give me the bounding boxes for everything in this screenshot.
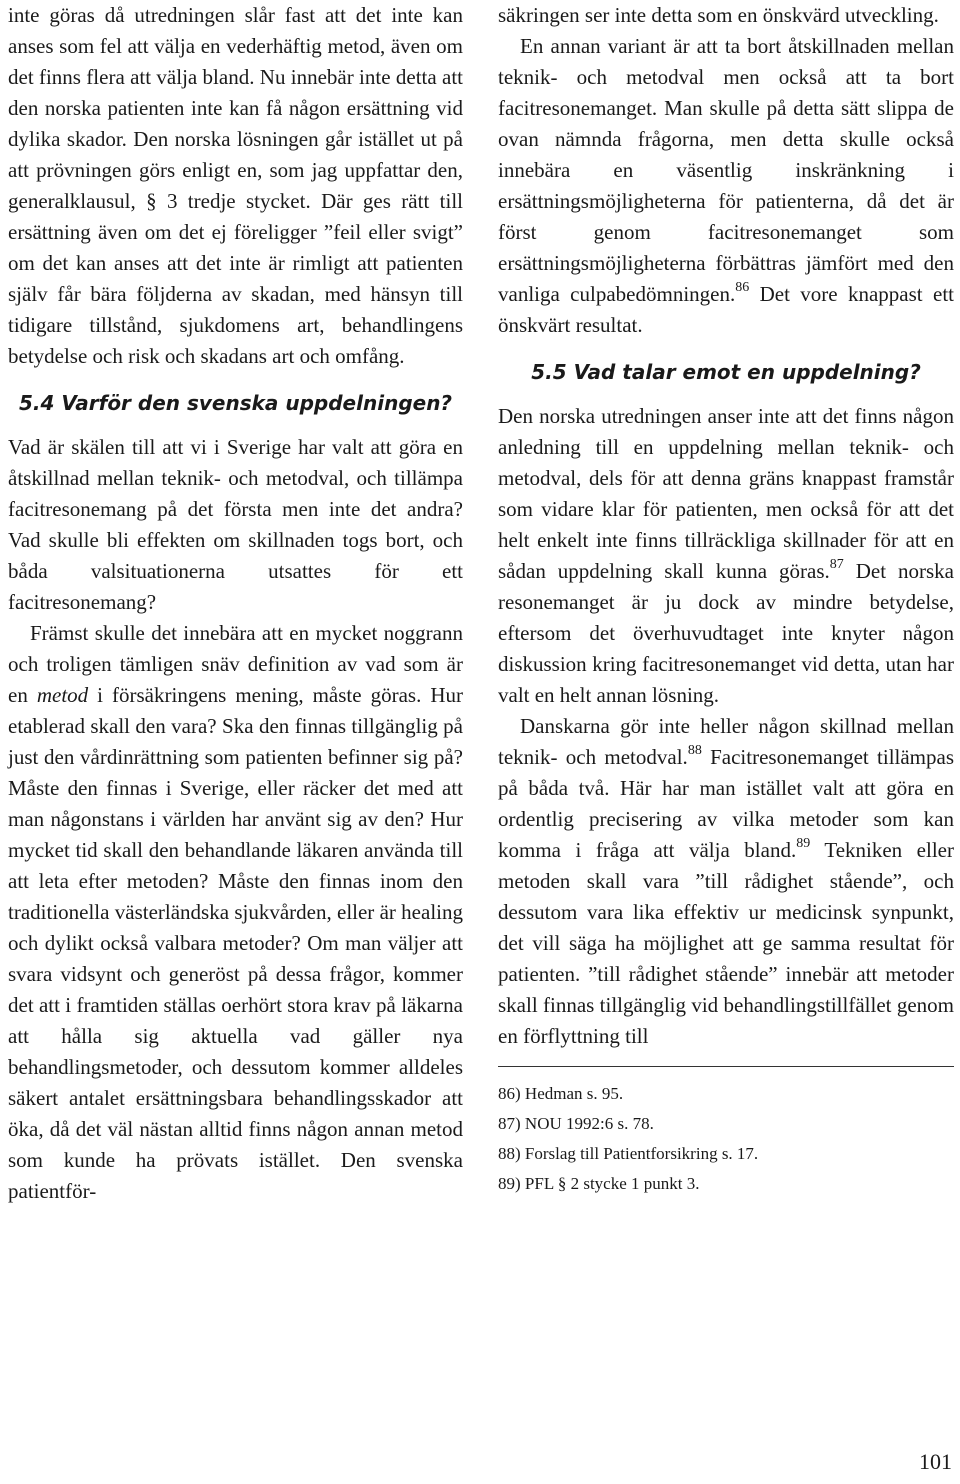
paragraph-text: Den norska utredningen anser inte att det finns någon anledning till en uppdelning mellan teknik- och metodval, dels för att denna gräns knappast framstår som vidare klar för patienten, men också för att det helt enkelt inte finns tillräckliga skillnader för att en sådan uppdelning skall kunna göras. — [498, 404, 954, 583]
paragraph-text: Det vore knappast ett önskvärt resultat. — [498, 282, 954, 337]
footnote-ref[interactable]: 87 — [829, 557, 844, 572]
paragraph — [498, 31, 954, 341]
paragraph-text: i försäkringens mening, måste göras. Hur etablerad skall den vara? Ska den finnas tillgänglig på just den vårdinrättning som patienten befinner sig på? Måste den finnas i Sverige, eller räcker det med att man någonstans i världen har använt sig av den? Hur mycket tid skall den behandlande läkaren använda till att leta efter metoden? Måste den finnas inom den traditionella västerländska sjukvården, eller är healing och dylikt också valbara metoder? Om man väljer att svara vidsynt och generöst på dessa frågor, kommer det att i framtiden ställas oerhört stora krav på läkarna att hålla sig aktuella vad gäller nya behandlingsmetoder, och dessutom kommer alldeles säkert antalet ersättningsbara behandlingsskador att öka, då det väl nästan alltid finns någon annan metod som kunde ha prövats istället. Den svenska patientför- — [8, 683, 463, 1203]
paragraph — [8, 618, 463, 1207]
footnote: 89) PFL § 2 stycke 1 punkt 3. — [498, 1174, 700, 1193]
paragraph — [8, 432, 463, 618]
paragraph-text: Danskarna gör inte heller någon skillnad mellan teknik- och metodval. — [498, 714, 954, 769]
paragraph — [8, 0, 463, 372]
paragraph-text: Facitresonemanget tillämpas på båda två. Här har man istället valt att göra en ordentlig precisering av vilka metoder som kan komma i fråga att välja bland. — [498, 745, 955, 862]
footnote-divider — [498, 1066, 954, 1067]
footnote: 87) NOU 1992:6 s. 78. — [498, 1114, 654, 1133]
footnote: 88) Forslag till Patientforsikring s. 17. — [498, 1144, 759, 1163]
paragraph-text: Vad är skälen till att vi i Sverige har valt att göra en åtskillnad mellan teknik- och metodval, och tillämpa facitresonemang på det första men inte det andra? Vad skulle bli effekten om skillnaden togs bort, och båda valsituationerna utsattes för ett facitresonemang? — [8, 435, 463, 614]
section-heading: 5.4 Varför den svenska uppdelningen? — [18, 391, 453, 415]
paragraph-text: En annan variant är att ta bort åtskillnaden mellan teknik- och metodval men också att ta bort facitresonemanget. Man skulle på detta sätt slippa de ovan nämnda frågorna, men detta skulle också innebära en väsentlig inskränkning i ersättningsmöjligheterna för patienterna, då det är först genom facitresonemanget som ersättningsmöjligheterna förbättras jämfört med den vanliga culpabedömningen. — [498, 34, 954, 306]
left-column — [8, 0, 463, 1207]
paragraph — [498, 401, 954, 711]
footnote-ref[interactable]: 86 — [735, 280, 750, 295]
paragraph — [498, 0, 954, 31]
paragraph-text: inte göras då utredningen slår fast att det inte kan anses som fel att välja en vederhäftig metod, även om det finns flera att välja bland. Nu innebär inte detta att den norska patienten inte kan få någon ersättning vid dylika skador. Den norska lösningen går istället ut på att prövningen görs enligt en, som jag uppfattar den, generalklausul, § 3 tredje stycket. Där ges rätt till ersättning även om det ej föreligger ”feil eller svigt” om det kan anses att det inte är rimligt att patienten själv får bära följderna av skadan, med hänsyn till tidigare tillstånd, sjukdomens art, behandlingens betydelse och risk och skadans art och omfång. — [8, 3, 463, 368]
paragraph — [498, 711, 954, 1052]
footnote-ref[interactable]: 88 — [687, 743, 702, 758]
right-column — [498, 0, 954, 1199]
footnotes — [498, 1079, 954, 1199]
footnote: 86) Hedman s. 95. — [498, 1084, 624, 1103]
paragraph-text: Tekniken eller metoden skall vara ”till rådighet stående”, och dessutom vara lika effektiv ur medicinsk synpunkt, det vill säga ha möjlighet att ge samma resultat för patienten. ”till rådighet stående” innebär att metoder skall finnas tillgänglig vid behandlingstillfället genom en förflyttning till — [498, 838, 954, 1048]
emphasis-text: metod — [36, 683, 89, 707]
page-number: 101 — [919, 1449, 952, 1474]
footnote-ref[interactable]: 89 — [796, 836, 811, 851]
paragraph-text: Det norska resonemanget är ju dock av mindre betydelse, eftersom det överhuvudtaget inte knyter någon diskussion kring facitresonemanget vid detta, utan har valt en helt annan lösning. — [498, 559, 954, 707]
section-heading: 5.5 Vad talar emot en uppdelning? — [531, 360, 921, 384]
paragraph-text: Främst skulle det innebära att en mycket noggrann och troligen tämligen snäv definition av vad som är en — [8, 621, 463, 707]
paragraph-text: säkringen ser inte detta som en önskvärd utveckling. — [498, 3, 939, 27]
